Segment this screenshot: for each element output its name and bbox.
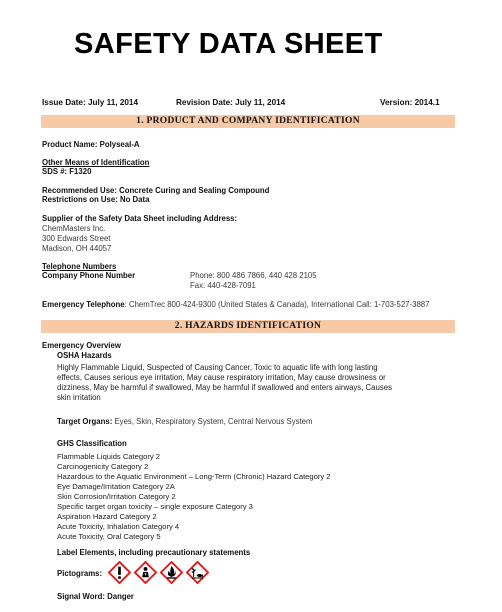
signal-word: Signal Word: Danger <box>57 592 134 601</box>
other-means-heading: Other Means of Identification <box>42 158 150 167</box>
restrictions-on-use: Restrictions on Use: No Data <box>42 195 150 204</box>
pictograms-label: Pictograms: <box>57 569 103 578</box>
product-name: Product Name: Polyseal-A <box>42 140 140 149</box>
flame-icon <box>160 561 183 584</box>
list-item: Aspiration Hazard Category 2 <box>57 512 157 521</box>
health-hazard-icon <box>134 561 157 584</box>
target-organs-value: Eyes, Skin, Respiratory System, Central Nervous System <box>112 417 313 426</box>
pictogram-row <box>108 561 209 584</box>
list-item: Skin Corrosion/Irritation Category 2 <box>57 492 176 501</box>
recommended-use: Recommended Use: Concrete Curing and Sealing Compound <box>42 186 270 195</box>
label-elements-heading: Label Elements, including precautionary statements <box>57 548 251 557</box>
company-phone-label: Company Phone Number <box>42 271 136 280</box>
supplier-line: ChemMasters Inc. <box>42 224 106 233</box>
list-item: Carcinogenicity Category 2 <box>57 462 149 471</box>
supplier-heading: Supplier of the Safety Data Sheet including Address: <box>42 214 238 223</box>
exclamation-mark-icon <box>108 561 131 584</box>
list-item: Hazardous to the Aquatic Environment – Long-Term (Chronic) Hazard Category 2 <box>57 472 331 481</box>
osha-hazards-text: Highly Flammable Liquid, Suspected of Causing Cancer, Toxic to aquatic life with long lasting effects, Causes serious eye irritation, May cause respiratory irritation, May cause drowsiness or dizziness, May be harmful if swallowed, May be harmful if swallowed and enters airways, Causes skin irritation <box>57 363 392 402</box>
page-title: SAFETY DATA SHEET <box>74 28 383 60</box>
company-fax: Fax: 440-428-7091 <box>190 281 256 290</box>
list-item: Acute Toxicity, Inhalation Category 4 <box>57 522 180 531</box>
list-item: Specific target organ toxicity – single exposure Category 3 <box>57 502 253 511</box>
section-1-heading: 1. PRODUCT AND COMPANY IDENTIFICATION <box>41 115 455 128</box>
revision-date: Revision Date: July 11, 2014 <box>176 98 286 107</box>
emergency-telephone <box>42 300 429 310</box>
ghs-classification-heading: GHS Classification <box>57 439 127 448</box>
list-item: Acute Toxicity, Oral Category 5 <box>57 532 161 541</box>
section-2-heading: 2. HAZARDS IDENTIFICATION <box>41 320 455 333</box>
emergency-overview: Emergency Overview <box>42 341 121 350</box>
emergency-telephone-value: : ChemTrec 800-424-9300 (United States & Canada), International Call: 1-703-527-3887 <box>124 300 430 309</box>
list-item: Eye Damage/Irritation Category 2A <box>57 482 175 491</box>
environment-icon <box>186 561 209 584</box>
sds-number: SDS #: F1320 <box>42 167 92 176</box>
list-item: Flammable Liquids Category 2 <box>57 452 160 461</box>
osha-hazards-heading: OSHA Hazards <box>57 351 112 360</box>
ghs-classification-list <box>57 452 331 542</box>
issue-date: Issue Date: July 11, 2014 <box>42 98 139 107</box>
target-organs <box>57 417 313 427</box>
supplier-line: 300 Edwards Street <box>42 234 111 243</box>
supplier-line: Madison, OH 44057 <box>42 244 112 253</box>
target-organs-label: Target Organs: <box>57 417 113 426</box>
emergency-telephone-label: Emergency Telephone <box>42 300 125 309</box>
version: Version: 2014.1 <box>380 98 440 107</box>
company-phone: Phone: 800 486 7866, 440 428 2105 <box>190 271 317 280</box>
telephone-numbers-heading: Telephone Numbers <box>42 262 117 271</box>
